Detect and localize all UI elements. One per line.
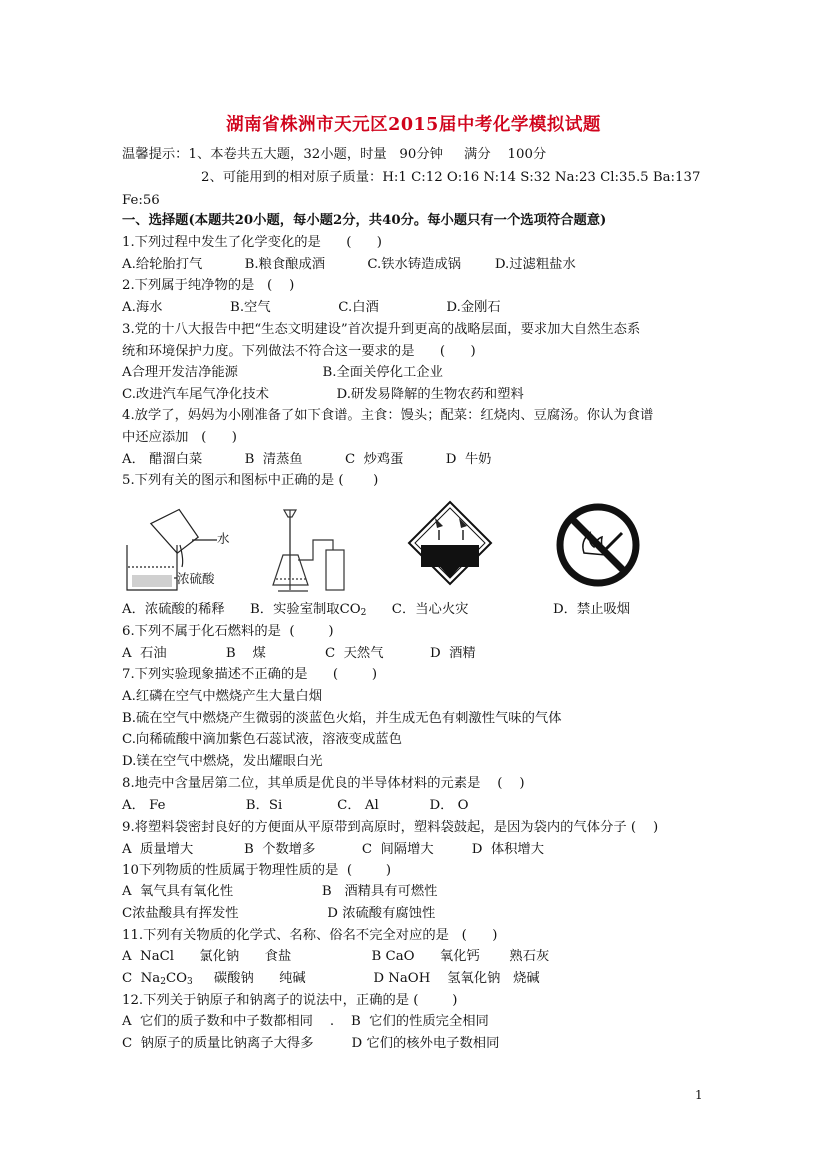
acid-label: 浓硫酸 [177, 571, 215, 586]
question-2-options: A.海水 B.空气 C.白酒 D.金刚石 [122, 300, 501, 315]
question-9: 9.将塑料袋密封良好的方便面从平原带到高原时，塑料袋鼓起，是因为袋内的气体分子 ( ) [122, 820, 659, 835]
question-10-options-cd: C浓盐酸具有挥发性 D 浓硫酸有腐蚀性 [122, 906, 436, 921]
question-3-cont: 统和环境保护力度。下列做法不符合这一要求的是 ( ) [122, 344, 476, 359]
question-3-options-cd: C.改进汽车尾气净化技术 D.研发易降解的生物农药和塑料 [122, 387, 524, 402]
question-12-options-cd: C 钠原子的质量比钠离子大得多 D 它们的核外电子数相同 [122, 1036, 500, 1051]
question-6-options: A 石油 B 煤 C 天然气 D 酒精 [122, 646, 476, 661]
question-7: 7.下列实验现象描述不正确的是 ( ) [122, 667, 378, 682]
question-5: 5.下列有关的图示和图标中正确的是 ( ) [122, 473, 379, 488]
notice-line-2: 2、可能用到的相对原子质量：H:1 C:12 O:16 N:14 S:32 Na:23 Cl:35.5 Ba:137 [201, 170, 701, 185]
question-6: 6.下列不属于化石燃料的是 ( ) [122, 624, 334, 639]
question-1-options: A.给轮胎打气 B.粮食酿成酒 C.铁水铸造成锅 D.过滤粗盐水 [122, 257, 576, 272]
question-5-options-pre: A．浓硫酸的稀释 B．实验室制取CO [122, 602, 361, 617]
question-9-options: A 质量增大 B 个数增多 C 间隔增大 D 体积增大 [122, 842, 545, 857]
corrosive-warning-icon [407, 500, 493, 586]
question-7-option-c: C.向稀硫酸中滴加紫色石蕊试液，溶液变成蓝色 [122, 732, 402, 747]
question-8-options: A． Fe B．Si C． Al D． O [122, 798, 469, 813]
q11-c-sub2: 3 [187, 977, 193, 987]
question-11: 11.下列有关物质的化学式、名称、俗名不完全对应的是 ( ) [122, 928, 498, 943]
question-7-option-a: A.红磷在空气中燃烧产生大量白烟 [122, 689, 322, 704]
co2-apparatus-figure [268, 505, 368, 595]
water-label: 水 [217, 531, 230, 546]
question-4-options: A． 醋溜白菜 B 清蒸鱼 C 炒鸡蛋 D 牛奶 [122, 452, 492, 467]
exam-title: 湖南省株洲市天元区2015届中考化学模拟试题 [226, 115, 601, 135]
section-heading: 一、选择题(本题共20小题，每小题2分，共40分。每小题只有一个选项符合题意) [122, 213, 607, 228]
no-smoking-icon [556, 503, 640, 587]
page-number: 1 [695, 1088, 703, 1102]
question-4-cont: 中还应添加 ( ) [122, 430, 237, 445]
q11-c-sub1: 2 [160, 977, 166, 987]
question-1: 1.下列过程中发生了化学变化的是 ( ) [122, 235, 382, 250]
question-5-options [122, 601, 630, 622]
q11-c-mid: CO [165, 971, 188, 986]
notice-line-3: Fe:56 [122, 193, 160, 208]
question-11-options-ab: A NaCl 氯化钠 食盐 B CaO 氧化钙 熟石灰 [122, 949, 550, 964]
question-12-options-ab: A 它们的质子数和中子数都相同 . B 它们的性质完全相同 [122, 1014, 489, 1029]
question-5-subscript: 2 [360, 608, 367, 618]
question-5-options-post: C．当心火灾 D．禁止吸烟 [366, 602, 631, 617]
question-2: 2.下列属于纯净物的是 ( ) [122, 278, 295, 293]
question-7-option-b: B.硫在空气中燃烧产生微弱的淡蓝色火焰，并生成无色有刺激性气味的气体 [122, 711, 562, 726]
question-12: 12.下列关于钠原子和钠离子的说法中，正确的是 ( ) [122, 993, 458, 1008]
q11-c-post: 碳酸钠 纯碱 D NaOH 氢氧化钠 烧碱 [192, 971, 540, 986]
question-3: 3.党的十八大报告中把“生态文明建设”首次提升到更高的战略层面，要求加大自然生态系 [122, 322, 641, 337]
question-11-options-cd [122, 970, 540, 991]
question-7-option-d: D.镁在空气中燃烧，发出耀眼白光 [122, 754, 323, 769]
question-8: 8.地壳中含量居第二位，其单质是优良的半导体材料的元素是 ( ) [122, 776, 525, 791]
question-10-options-ab: A 氧气具有氧化性 B 酒精具有可燃性 [122, 884, 438, 899]
notice-line-1: 温馨提示：1、本卷共五大题，32小题，时量 90分钟 满分 100分 [122, 147, 547, 162]
question-4: 4.放学了，妈妈为小刚准备了如下食谱。主食：馒头；配菜：红烧肉、豆腐汤。你认为食谱 [122, 408, 654, 423]
question-3-options-ab: A合理开发洁净能源 B.全面关停化工企业 [122, 365, 443, 380]
question-10: 10下列物质的性质属于物理性质的是 ( ) [122, 863, 392, 878]
q11-c-pre: C Na [122, 971, 161, 986]
